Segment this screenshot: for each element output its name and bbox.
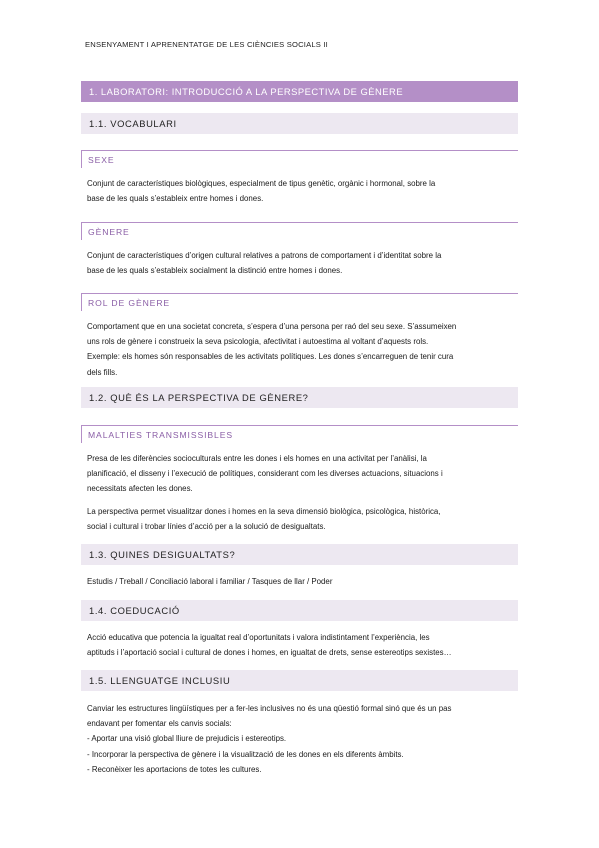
term-heading-sexe: SEXE	[81, 150, 518, 168]
page-header: ENSENYAMENT I APRENENTATGE DE LES CIÈNCIES SOCIALS II	[85, 40, 328, 49]
definition-sexe	[87, 176, 509, 206]
text-line: Acció educativa que potencia la igualtat real d’oportunitats i valora indistintament l’experiència, les	[87, 633, 430, 642]
text-line: Conjunt de característiques biològiques, especialment de tipus genètic, orgànic i hormonal, sobre la	[87, 179, 436, 188]
list-item: - Incorporar la perspectiva de gènere i la visualització de les dones en els diferents àmbits.	[87, 749, 404, 759]
text-line: necessitats afecten les dones.	[87, 484, 193, 494]
main-heading: 1. LABORATORI: INTRODUCCIÓ A LA PERSPECTIVA DE GÈNERE	[81, 81, 518, 102]
text-line: aptituds i l’aportació social i cultural de dones i homes, en igualtat de drets, sense estereotips sexistes…	[87, 648, 452, 658]
text-line: social i cultural i trobar línies d’acció per a la solució de desigualtats.	[87, 522, 326, 532]
text-line: La perspectiva permet visualitzar dones i homes en la seva dimensió biològica, psicològica, històrica,	[87, 507, 441, 516]
desigualtats-list	[87, 574, 509, 589]
list-item: - Reconèixer les aportacions de totes les cultures.	[87, 764, 262, 774]
definition-perspectiva	[87, 451, 509, 497]
perspectiva-paragraph-2	[87, 504, 509, 534]
text-line: dels fills.	[87, 367, 118, 377]
text-line: uns rols de gènere i construeix la seva psicologia, afectivitat i autoestima al voltant d’aquests rols.	[87, 337, 429, 347]
list-item: - Aportar una visió global lliure de prejudicis i estereotips.	[87, 734, 287, 744]
definition-rol	[87, 319, 509, 380]
text-line: Estudis / Treball / Conciliació laboral i familiar / Tasques de llar / Poder	[87, 577, 333, 586]
text-line: Conjunt de característiques d’origen cultural relatives a patrons de comportament i d’identitat sobre la	[87, 251, 442, 260]
llenguatge-definition	[87, 701, 509, 777]
text-line: endavant per fomentar els canvis socials:	[87, 719, 232, 729]
section-heading-1-1: 1.1. VOCABULARI	[81, 113, 518, 134]
text-line: base de les quals s’estableix entre homes i dones.	[87, 194, 264, 204]
text-line: Canviar les estructures lingüístiques per a fer-les inclusives no és una qüestió formal sinó que és un pas	[87, 704, 452, 713]
definition-genere	[87, 248, 509, 278]
term-heading-genere: GÈNERE	[81, 222, 518, 240]
term-heading-rol: ROL DE GÈNERE	[81, 293, 518, 311]
section-heading-1-2: 1.2. QUÈ ÉS LA PERSPECTIVA DE GÈNERE?	[81, 387, 518, 408]
text-line: Comportament que en una societat concreta, s’espera d’una persona per raó del seu sexe. S’assumeixen	[87, 322, 457, 331]
text-line: Exemple: els homes són responsables de les activitats polítiques. Les dones s’encarreguen de tenir cura	[87, 352, 454, 362]
text-line: Presa de les diferències socioculturals entre les dones i els homes en una activitat per l’anàlisi, la	[87, 454, 427, 463]
term-heading-malalties: MALALTIES TRANSMISSIBLES	[81, 425, 518, 443]
text-line: base de les quals s’estableix socialment la distinció entre homes i dones.	[87, 266, 343, 276]
text-line: planificació, el disseny i l’execució de polítiques, considerant com les diverses actuacions, situacions i	[87, 469, 443, 479]
section-heading-1-3: 1.3. QUINES DESIGUALTATS?	[81, 544, 518, 565]
section-heading-1-4: 1.4. COEDUCACIÓ	[81, 600, 518, 621]
coeducacio-definition	[87, 630, 509, 660]
section-heading-1-5: 1.5. LLENGUATGE INCLUSIU	[81, 670, 518, 691]
